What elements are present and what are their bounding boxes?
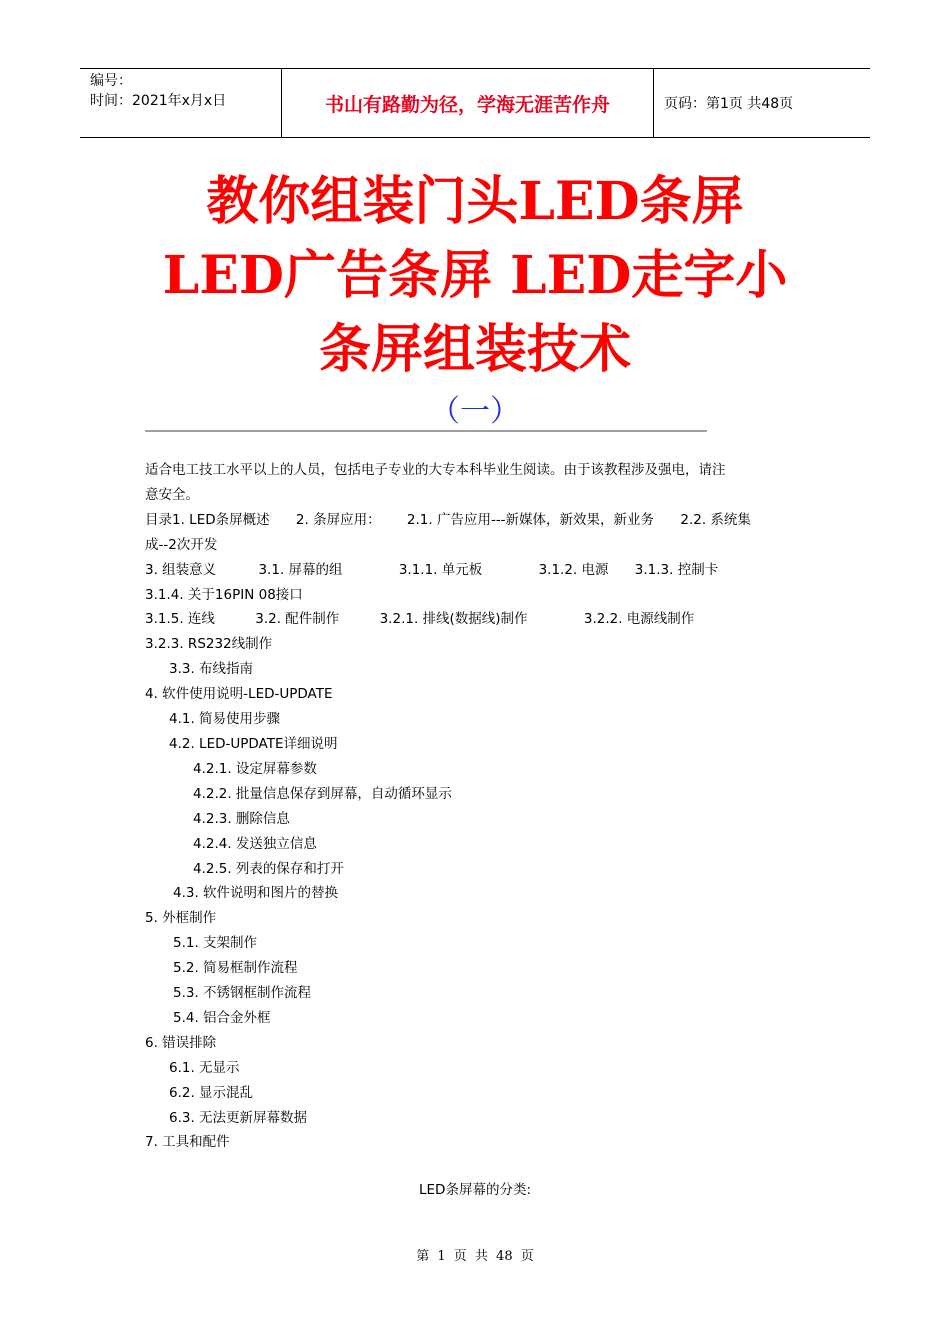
- toc-item: 3.1.1. 单元板: [398, 561, 483, 578]
- toc-item: 6.1. 无显示: [169, 1059, 240, 1076]
- toc-item: 7. 工具和配件: [145, 1134, 230, 1151]
- toc-item: 3.1. 屏幕的组: [258, 561, 343, 578]
- toc-item: 6.3. 无法更新屏幕数据: [169, 1109, 308, 1126]
- toc-item: 5.4. 铝合金外框: [173, 1009, 271, 1026]
- toc-item: 3.2.1. 排线(数据线)制作: [379, 611, 528, 628]
- toc-item: 4.2.2. 批量信息保存到屏幕，自动循环显示: [193, 785, 452, 802]
- toc-line: [145, 607, 810, 632]
- page-header: [80, 68, 870, 138]
- title-line-2: LED广告条屏 LED走字小: [162, 245, 788, 306]
- toc-item: 目录1. LED条屏概述: [145, 511, 270, 528]
- page-footer: 第 1 页 共 48 页: [416, 1249, 534, 1264]
- header-meta: [80, 69, 281, 137]
- toc-item: 2.1. 广告应用---新媒体，新效果，新业务: [406, 511, 655, 528]
- toc-item: 4.1. 简易使用步骤: [169, 711, 281, 728]
- toc-item: 6.2. 显示混乱: [169, 1084, 254, 1101]
- toc-item: 5. 外框制作: [145, 910, 217, 927]
- toc-item: 3.1.3. 控制卡: [634, 561, 719, 578]
- header-page-number: 页码：第1页 共48页: [664, 96, 794, 112]
- section-caption: LED条屏幕的分类:: [419, 1182, 531, 1198]
- toc-item: 3.1.5. 连线: [145, 611, 215, 628]
- document-number: 编号：: [90, 73, 132, 89]
- intro-line: 意安全。: [145, 486, 199, 503]
- toc-item: 4.2.1. 设定屏幕参数: [193, 760, 317, 777]
- toc-item: 5.2. 简易框制作流程: [173, 960, 298, 977]
- document-title: [100, 165, 850, 387]
- toc-item: 3. 组装意义: [145, 561, 217, 578]
- part-number: （一）: [430, 394, 520, 429]
- toc-item: 3.2.2. 电源线制作: [583, 611, 695, 628]
- toc-item: 3.3. 布线指南: [169, 661, 254, 678]
- title-line-3: 条屏组装技术: [318, 319, 631, 380]
- title-line-1: 教你组装门头LED条屏: [206, 171, 744, 232]
- toc-item: 4.3. 软件说明和图片的替换: [173, 885, 339, 902]
- toc-item: 2. 条屏应用：: [295, 511, 381, 528]
- toc-item: 4. 软件使用说明-LED-UPDATE: [145, 686, 333, 703]
- document-date: 时间：2021年x月x日: [90, 93, 227, 109]
- header-motto: 书山有路勤为径，学海无涯苦作舟: [281, 69, 654, 137]
- toc-item: 4.2.5. 列表的保存和打开: [193, 860, 344, 877]
- toc-item: 5.3. 不锈钢框制作流程: [173, 985, 312, 1002]
- toc-item: 6. 错误排除: [145, 1034, 217, 1051]
- toc-item: 成--2次开发: [145, 536, 218, 553]
- title-divider: [145, 430, 707, 432]
- toc-item: 2.2. 系统集: [680, 511, 751, 528]
- toc-line: [145, 558, 810, 583]
- toc-line: [145, 508, 810, 533]
- toc-item: 5.1. 支架制作: [173, 935, 258, 952]
- toc-item: 3.1.4. 关于16PIN 08接口: [145, 586, 303, 603]
- toc-item: 4.2.3. 删除信息: [193, 810, 290, 827]
- toc-item: 4.2.4. 发送独立信息: [193, 835, 317, 852]
- toc-item: 4.2. LED-UPDATE详细说明: [169, 735, 338, 752]
- document-body: [145, 458, 810, 1155]
- intro-line: 适合电工技工水平以上的人员，包括电子专业的大专本科毕业生阅读。由于该教程涉及强电，请注: [145, 462, 726, 478]
- toc-item: 3.2. 配件制作: [255, 611, 340, 628]
- toc-item: 3.1.2. 电源: [538, 561, 609, 578]
- toc-item: 3.2.3. RS232线制作: [145, 636, 273, 653]
